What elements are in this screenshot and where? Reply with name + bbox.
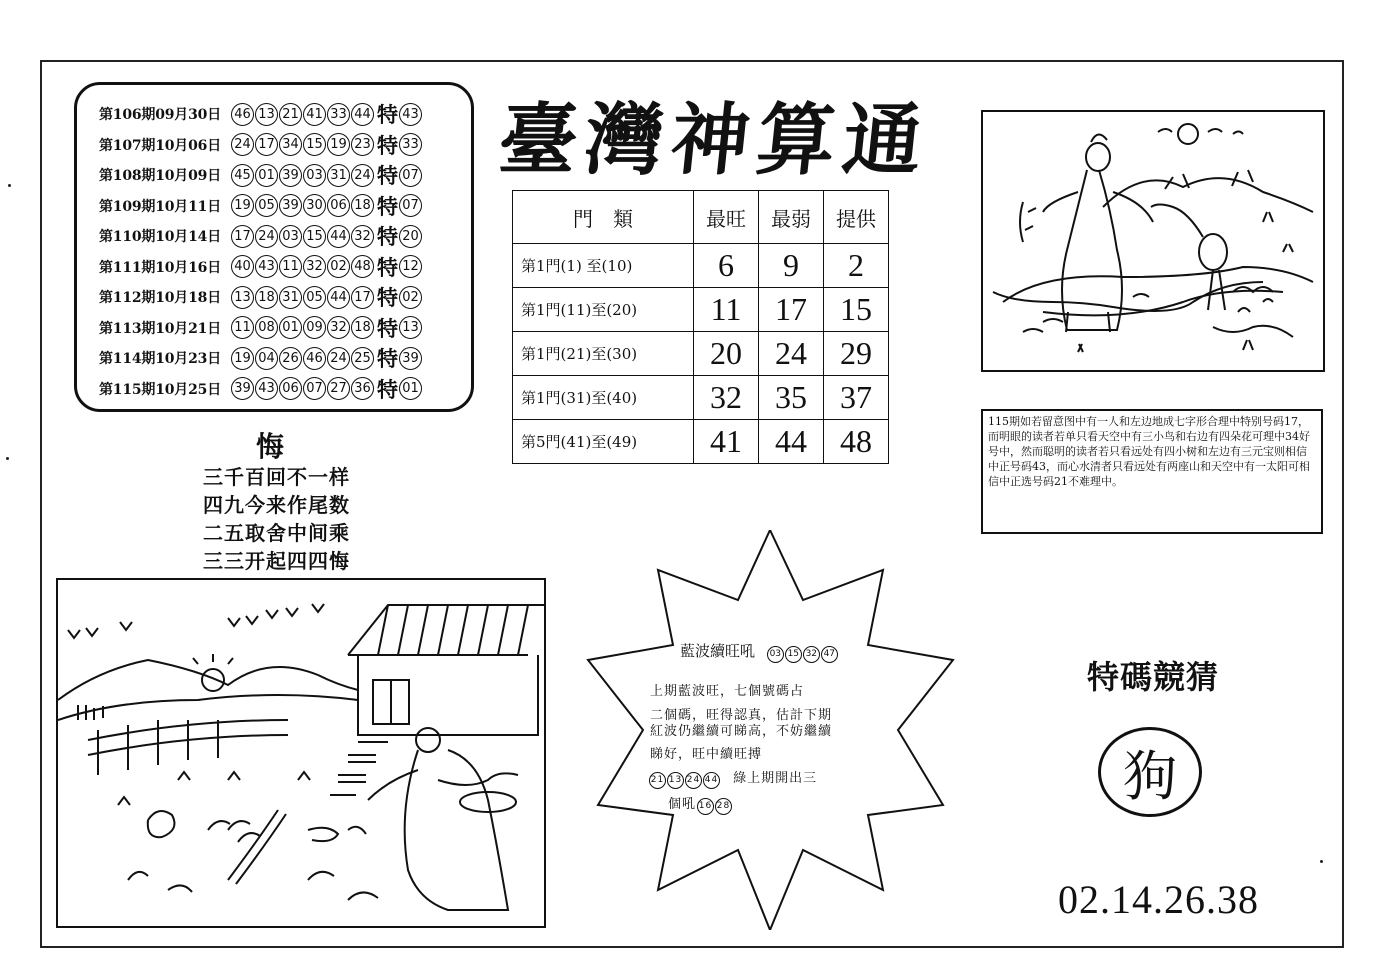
number-ball: 21 <box>279 103 302 126</box>
number-ball: 17 <box>231 225 254 248</box>
number-ball: 19 <box>231 347 254 370</box>
table-cell-category: 第1門(1) 至(10) <box>513 244 694 288</box>
special-number-ball: 43 <box>399 103 422 126</box>
table-cell: 32 <box>694 376 759 420</box>
result-row <box>99 99 471 130</box>
starburst-text-line: 紅波仍繼續可睇高，不妨繼續 <box>650 724 833 739</box>
number-ball: 18 <box>255 286 278 309</box>
table-cell: 29 <box>824 332 889 376</box>
number-ball: 39 <box>279 194 302 217</box>
special-number-ball: 12 <box>399 255 422 278</box>
special-number-ball: 02 <box>399 286 422 309</box>
table-cell: 11 <box>694 288 759 332</box>
number-ball: 13 <box>231 286 254 309</box>
poem-line: 四九今来作尾数 <box>203 493 350 517</box>
poem-title: 悔 <box>256 430 285 463</box>
number-ball: 32 <box>303 255 326 278</box>
result-row <box>99 313 471 344</box>
number-ball: 11 <box>279 255 302 278</box>
special-marker: 特 <box>377 255 398 280</box>
number-ball: 18 <box>351 316 374 339</box>
starburst-bottom-line <box>648 767 817 789</box>
result-row <box>99 221 471 252</box>
result-draw-label: 第112期10月18日 <box>99 290 221 307</box>
number-ball: 07 <box>303 377 326 400</box>
final-numbers: 02.14.26.38 <box>1058 877 1259 922</box>
illustration-farmer-house <box>56 578 546 928</box>
number-ball: 24 <box>255 225 278 248</box>
special-number-ball: 01 <box>399 377 422 400</box>
page-title: 臺灣神算通 <box>494 95 935 186</box>
table-cell-category: 第1門(31)至(40) <box>513 376 694 420</box>
number-category-table <box>512 190 889 464</box>
number-ball: 05 <box>255 194 278 217</box>
number-ball: 39 <box>231 377 254 400</box>
starburst-title-text: 藍波續旺吼 <box>680 642 756 660</box>
table-row <box>513 420 889 464</box>
number-ball: 44 <box>351 103 374 126</box>
table-row <box>513 244 889 288</box>
number-ball: 30 <box>303 194 326 217</box>
small-number-ball: 24 <box>685 772 702 789</box>
table-cell: 24 <box>759 332 824 376</box>
number-ball: 01 <box>255 164 278 187</box>
special-marker: 特 <box>377 286 398 311</box>
table-header: 最旺 <box>694 191 759 244</box>
number-ball: 13 <box>255 103 278 126</box>
result-draw-label: 第108期10月09日 <box>99 168 221 185</box>
number-ball: 15 <box>303 133 326 156</box>
number-ball: 11 <box>231 316 254 339</box>
crane-body <box>1199 234 1227 270</box>
table-cell-category: 第1門(11)至(20) <box>513 288 694 332</box>
farmer-head <box>416 728 440 752</box>
result-row <box>99 191 471 222</box>
small-number-ball: 16 <box>697 798 714 815</box>
scan-dot <box>1320 860 1323 863</box>
number-ball: 46 <box>303 347 326 370</box>
clue-text: 115期如若留意图中有一人和左边地成七字形合理中特别号码17，而明眼的读者若单只看天空中有三小鸟和右边有四朵花可理中34好号中，然而聪明的读者若只看远处有四小树和左边有三元宝则相信中正号码43，而心水清者只看远处有两座山和天空中有一太阳可相信中正选号码21不难理中。 <box>981 409 1323 534</box>
number-ball: 05 <box>303 286 326 309</box>
number-ball: 34 <box>279 133 302 156</box>
result-row <box>99 282 471 313</box>
number-ball: 24 <box>351 164 374 187</box>
farmer-house-drawing <box>58 580 544 926</box>
zodiac-answer: 狗 <box>1123 744 1177 808</box>
starburst-title <box>680 640 838 663</box>
result-draw-label: 第107期10月06日 <box>99 137 221 154</box>
number-ball: 44 <box>327 225 350 248</box>
small-number-ball: 32 <box>803 646 820 663</box>
special-marker: 特 <box>377 103 398 128</box>
table-header: 最弱 <box>759 191 824 244</box>
result-draw-label: 第114期10月23日 <box>99 351 221 368</box>
number-ball: 06 <box>279 377 302 400</box>
scan-dot <box>6 457 9 460</box>
number-ball: 25 <box>351 347 374 370</box>
number-ball: 03 <box>279 225 302 248</box>
starburst-text-line: 上期藍波旺，七個號碼占 <box>650 684 805 699</box>
result-draw-label: 第109期10月11日 <box>99 198 221 215</box>
special-marker: 特 <box>377 225 398 250</box>
number-ball: 46 <box>231 103 254 126</box>
result-row <box>99 343 471 374</box>
table-row <box>513 332 889 376</box>
special-guess-title: 特碼競猜 <box>1087 658 1220 696</box>
table-cell-category: 第1門(21)至(30) <box>513 332 694 376</box>
small-number-ball: 15 <box>785 646 802 663</box>
special-number-ball: 07 <box>399 194 422 217</box>
table-row <box>513 288 889 332</box>
number-ball: 43 <box>255 377 278 400</box>
special-marker: 特 <box>377 164 398 189</box>
starburst-bottom-text: 綠上期開出三 <box>733 771 818 786</box>
number-ball: 26 <box>279 347 302 370</box>
number-ball: 15 <box>303 225 326 248</box>
special-marker: 特 <box>377 316 398 341</box>
table-cell: 44 <box>759 420 824 464</box>
number-ball: 31 <box>327 164 350 187</box>
number-ball: 27 <box>327 377 350 400</box>
special-number-ball: 20 <box>399 225 422 248</box>
starburst-last-line <box>668 793 732 815</box>
result-draw-label: 第110期10月14日 <box>99 229 221 246</box>
zodiac-answer-circle <box>1098 727 1202 817</box>
result-row <box>99 252 471 283</box>
table-cell: 15 <box>824 288 889 332</box>
table-cell-category: 第5門(41)至(49) <box>513 420 694 464</box>
result-row <box>99 160 471 191</box>
starburst-last-prefix: 個吼 <box>668 797 697 812</box>
number-ball: 01 <box>279 316 302 339</box>
small-number-ball: 13 <box>667 772 684 789</box>
small-number-ball: 28 <box>715 798 732 815</box>
small-number-ball: 21 <box>649 772 666 789</box>
poem-line: 三千百回不一样 <box>203 465 350 489</box>
number-ball: 39 <box>279 164 302 187</box>
small-number-ball: 44 <box>703 772 720 789</box>
number-ball: 41 <box>303 103 326 126</box>
table-header-row <box>513 191 889 244</box>
number-ball: 24 <box>231 133 254 156</box>
number-ball: 43 <box>255 255 278 278</box>
starburst-title-numbers <box>766 642 838 660</box>
table-header: 門 類 <box>513 191 694 244</box>
number-ball: 33 <box>327 103 350 126</box>
number-ball: 32 <box>351 225 374 248</box>
poem-line: 二五取舍中间乘 <box>203 521 350 545</box>
result-row <box>99 130 471 161</box>
number-ball: 36 <box>351 377 374 400</box>
number-ball: 08 <box>255 316 278 339</box>
scan-dot <box>8 184 11 187</box>
poem-text <box>203 463 350 575</box>
sun-icon <box>1178 124 1198 144</box>
number-ball: 06 <box>327 194 350 217</box>
number-ball: 31 <box>279 286 302 309</box>
special-marker: 特 <box>377 347 398 372</box>
sun-icon <box>202 669 224 691</box>
result-draw-label: 第111期10月16日 <box>99 259 221 276</box>
result-draw-label: 第106期09月30日 <box>99 107 221 124</box>
special-number-ball: 39 <box>399 347 422 370</box>
table-header: 提供 <box>824 191 889 244</box>
lady-crane-drawing <box>983 112 1323 370</box>
small-number-ball: 03 <box>767 646 784 663</box>
starburst-text-line: 二個碼，旺得認真，估計下期 <box>650 708 833 723</box>
special-marker: 特 <box>377 194 398 219</box>
special-marker: 特 <box>377 133 398 158</box>
poem-line: 三三开起四四悔 <box>203 549 350 573</box>
number-ball: 45 <box>231 164 254 187</box>
table-cell: 20 <box>694 332 759 376</box>
number-ball: 23 <box>351 133 374 156</box>
draw-results-panel <box>74 82 474 412</box>
number-ball: 17 <box>351 286 374 309</box>
table-cell: 35 <box>759 376 824 420</box>
number-ball: 03 <box>303 164 326 187</box>
number-ball: 02 <box>327 255 350 278</box>
result-draw-label: 第113期10月21日 <box>99 320 221 337</box>
table-cell: 37 <box>824 376 889 420</box>
table-cell: 6 <box>694 244 759 288</box>
table-row <box>513 376 889 420</box>
number-ball: 32 <box>327 316 350 339</box>
table-cell: 2 <box>824 244 889 288</box>
table-cell: 48 <box>824 420 889 464</box>
number-ball: 17 <box>255 133 278 156</box>
table-cell: 9 <box>759 244 824 288</box>
result-draw-label: 第115期10月25日 <box>99 381 221 398</box>
starburst-text-line: 睇好，旺中續旺搏 <box>650 747 763 762</box>
illustration-lady-crane <box>981 110 1325 372</box>
special-number-ball: 33 <box>399 133 422 156</box>
special-number-ball: 07 <box>399 164 422 187</box>
table-cell: 17 <box>759 288 824 332</box>
number-ball: 40 <box>231 255 254 278</box>
number-ball: 44 <box>327 286 350 309</box>
number-ball: 09 <box>303 316 326 339</box>
result-row <box>99 374 471 405</box>
special-number-ball: 13 <box>399 316 422 339</box>
number-ball: 04 <box>255 347 278 370</box>
small-number-ball: 47 <box>821 646 838 663</box>
special-marker: 特 <box>377 377 398 402</box>
lady-head <box>1086 143 1110 171</box>
number-ball: 24 <box>327 347 350 370</box>
number-ball: 19 <box>231 194 254 217</box>
table-cell: 41 <box>694 420 759 464</box>
number-ball: 18 <box>351 194 374 217</box>
number-ball: 19 <box>327 133 350 156</box>
number-ball: 48 <box>351 255 374 278</box>
